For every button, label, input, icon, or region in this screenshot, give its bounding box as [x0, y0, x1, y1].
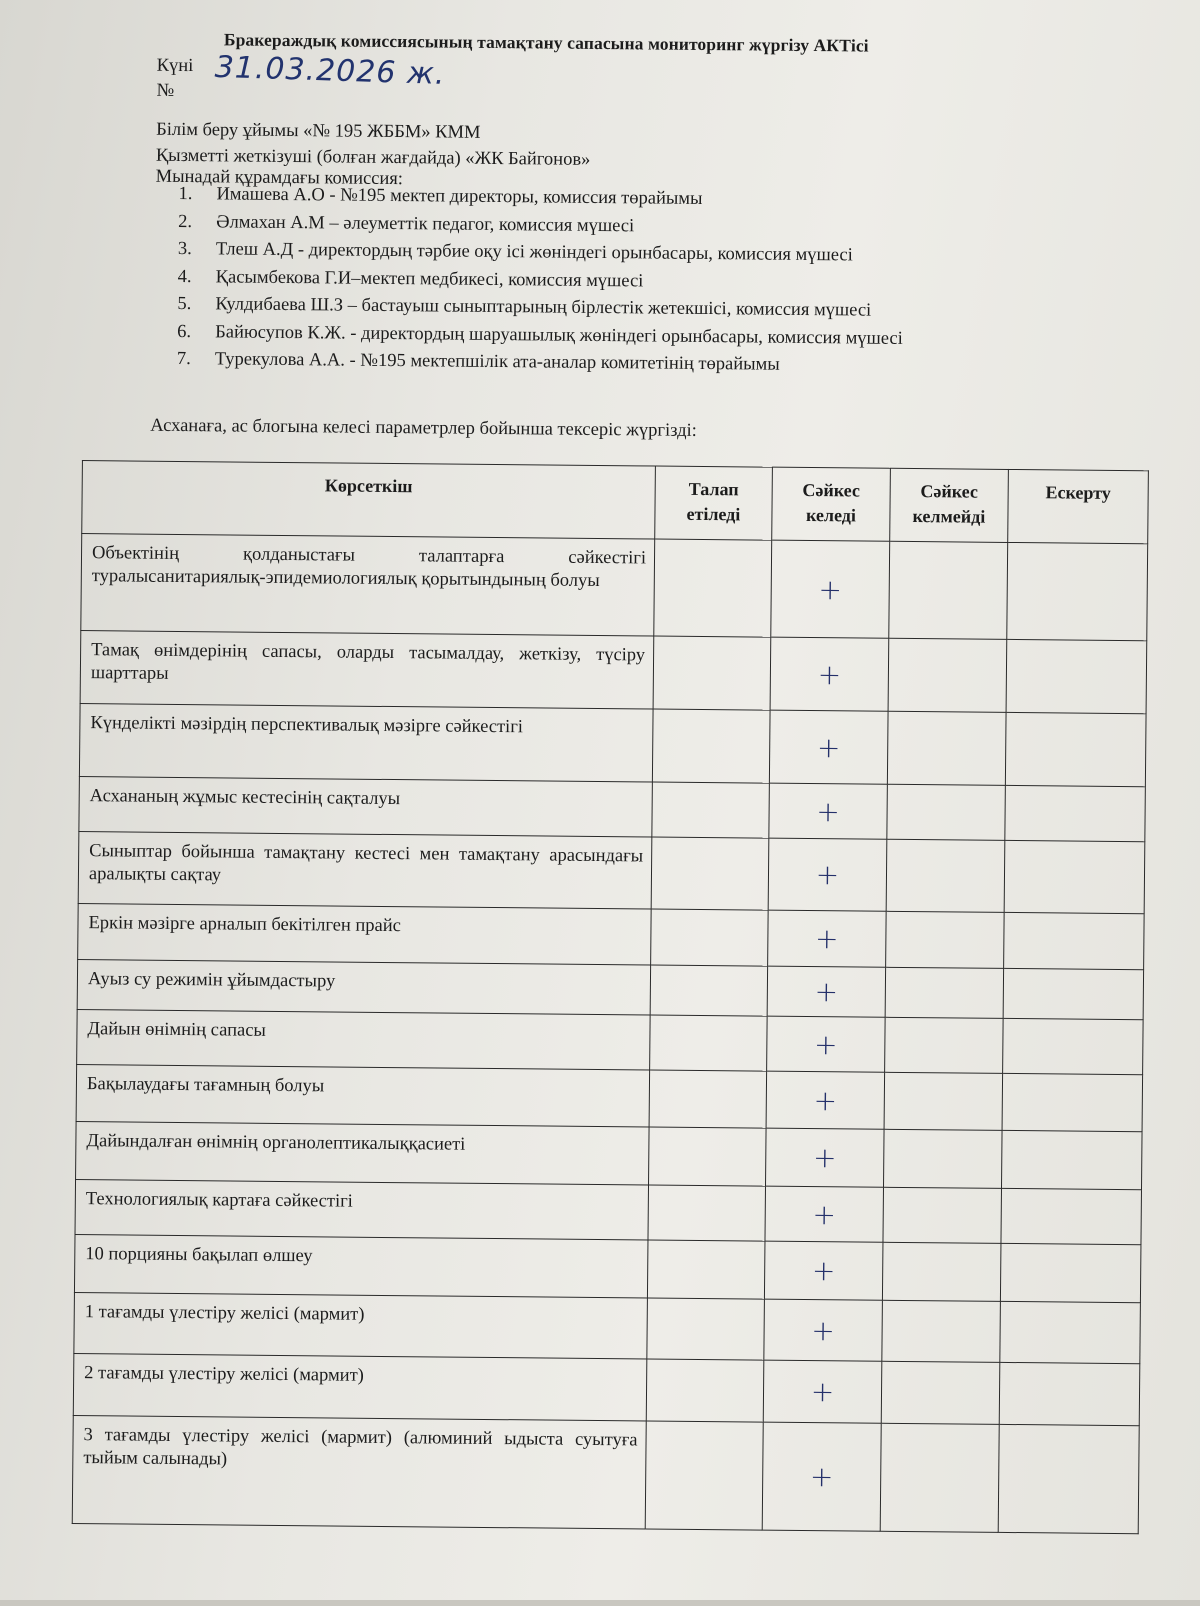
- list-item: 1. Имашева А.О - №195 мектеп директоры, комиссия төрайымы: [178, 183, 703, 209]
- complies-mark: +: [768, 910, 887, 967]
- required-cell: [651, 837, 769, 910]
- complies-mark: +: [764, 1241, 883, 1300]
- required-cell: [646, 1359, 764, 1422]
- indicator-cell: Асхананың жұмыс кестесінің сақталуы: [79, 777, 653, 837]
- table-row: [76, 1122, 1143, 1190]
- complies-mark: +: [762, 1422, 881, 1531]
- table-header-row: [82, 461, 1149, 544]
- list-item: 2. Әлмахан А.М – әлеуметтік педагог, комиссия мүшесі: [178, 211, 635, 236]
- noncomplies-cell: [887, 711, 1006, 785]
- list-item: 7. Турекулова А.А. - №195 мектепшілік ата-аналар комитетінің төрайымы: [176, 348, 780, 375]
- complies-mark: +: [766, 1128, 885, 1187]
- note-cell: [998, 1424, 1139, 1533]
- table-row: [76, 1065, 1142, 1132]
- header-noncomplies: Сәйкес келмейді: [890, 468, 1009, 542]
- required-cell: [645, 1421, 763, 1530]
- table-row: [73, 1354, 1140, 1426]
- required-cell: [648, 1185, 766, 1241]
- table-row: [74, 1293, 1141, 1364]
- table-row: [78, 904, 1144, 970]
- table-row: [77, 1010, 1143, 1075]
- required-cell: [652, 709, 770, 783]
- document-title: Бракераждық комиссиясының тамақтану сапасына мониторинг жүргізу АКТісі: [223, 29, 869, 56]
- required-cell: [650, 965, 767, 1016]
- noncomplies-cell: [885, 967, 1003, 1018]
- note-cell: [1004, 840, 1145, 913]
- header-required: Талап етіледі: [655, 466, 773, 540]
- note-cell: [1004, 912, 1145, 969]
- complies-mark: +: [766, 1071, 885, 1129]
- note-cell: [1002, 1073, 1143, 1131]
- complies-mark: +: [769, 710, 888, 784]
- date-label: Күні: [156, 55, 194, 77]
- indicator-cell: Дайындалған өнімнің органолептикалыққасиеті: [76, 1122, 650, 1185]
- indicator-cell: 10 порцияны бақылап өлшеу: [74, 1235, 648, 1298]
- indicator-cell: Ауыз су режимін ұйымдастыру: [77, 960, 650, 1015]
- noncomplies-cell: [885, 1017, 1004, 1073]
- required-cell: [647, 1240, 765, 1299]
- noncomplies-cell: [882, 1242, 1001, 1301]
- noncomplies-cell: [884, 1129, 1003, 1188]
- organization-line: Білім беру ұйымы «№ 195 ЖББМ» КММ: [156, 119, 481, 143]
- supplier-line: Қызметті жеткізуші (болған жағдайда) «ЖК Байгонов»: [155, 145, 591, 170]
- complies-mark: +: [765, 1186, 884, 1242]
- note-cell: [1007, 542, 1148, 640]
- complies-mark: +: [771, 540, 890, 638]
- required-cell: [649, 1127, 767, 1186]
- noncomplies-cell: [888, 638, 1007, 712]
- noncomplies-cell: [880, 1423, 999, 1532]
- inspection-table: [72, 460, 1149, 1534]
- noncomplies-cell: [889, 541, 1008, 639]
- table-row: [78, 832, 1145, 914]
- indicator-cell: 1 тағамды үлестіру желісі (мармит): [74, 1293, 648, 1359]
- list-item: 4. Қасымбекова Г.И–мектеп медбикесі, комиссия мүшесі: [177, 266, 644, 291]
- table-row: [81, 534, 1148, 641]
- complies-mark: +: [764, 1299, 883, 1361]
- table-row: [80, 631, 1147, 714]
- complies-mark: +: [767, 1016, 886, 1072]
- list-item: 3. Тлеш А.Д - директордың тәрбие оқу ісі жөніндегі орынбасары, комиссия мүшесі: [177, 238, 853, 266]
- indicator-cell: 2 тағамды үлестіру желісі (мармит): [73, 1354, 647, 1421]
- required-cell: [652, 782, 770, 838]
- noncomplies-cell: [887, 784, 1006, 840]
- number-label: №: [156, 80, 175, 101]
- table-row: [79, 704, 1146, 787]
- indicator-cell: Объектінің қолданыстағы талаптарға сәйкестігі туралысанитариялық-эпидемиологиялық қорытындының болуы: [81, 534, 655, 636]
- note-cell: [1000, 1301, 1141, 1363]
- note-cell: [1003, 1018, 1144, 1074]
- indicator-cell: Бақылаудағы тағамның болуы: [76, 1065, 650, 1127]
- required-cell: [647, 1298, 765, 1360]
- note-cell: [999, 1362, 1140, 1425]
- table-row: [72, 1416, 1139, 1534]
- header-indicator: Көрсеткіш: [82, 461, 656, 539]
- header-note: Ескерту: [1008, 469, 1149, 543]
- required-cell: [651, 909, 769, 966]
- complies-mark: +: [768, 838, 887, 911]
- complies-mark: +: [763, 1360, 882, 1423]
- indicator-cell: Технологиялық картаға сәйкестігі: [75, 1180, 649, 1240]
- noncomplies-cell: [881, 1361, 1000, 1424]
- indicator-cell: Еркін мәзірге арналып бекітілген прайс: [78, 904, 652, 965]
- note-cell: [1003, 968, 1143, 1019]
- required-cell: [650, 1015, 768, 1071]
- noncomplies-cell: [886, 911, 1005, 968]
- noncomplies-cell: [884, 1072, 1003, 1130]
- indicator-cell: Күнделікті мәзірдің перспективалық мәзірге сәйкестігі: [79, 704, 653, 782]
- required-cell: [649, 1070, 767, 1128]
- list-item: 5. Кулдибаева Ш.З – бастауыш сыныптарының бірлестік жетекшісі, комиссия мүшесі: [177, 293, 872, 321]
- note-cell: [1001, 1130, 1142, 1189]
- handwritten-date: 31.03.2026 ж.: [214, 49, 447, 92]
- commission-intro: Мынадай құрамдағы комиссия:: [155, 166, 404, 190]
- required-cell: [654, 539, 772, 637]
- table-row: [79, 777, 1145, 842]
- noncomplies-cell: [883, 1187, 1002, 1243]
- indicator-cell: Сыныптар бойынша тамақтану кестесі мен тамақтану арасындағы аралықты сақтау: [78, 832, 652, 909]
- list-item: 6. Байюсупов К.Ж. - директордың шаруашылық жөніндегі орынбасары, комиссия мүшесі: [177, 321, 903, 349]
- inspection-intro: Асханаға, ас блогына келесі параметрлер бойынша тексеріс жүргізді:: [150, 415, 697, 441]
- complies-mark: +: [770, 637, 889, 711]
- indicator-cell: 3 тағамды үлестіру желісі (мармит) (алюминий ыдыста суытуға тыйым салынады): [72, 1416, 646, 1529]
- note-cell: [1006, 639, 1147, 713]
- table-row: [74, 1235, 1141, 1303]
- note-cell: [1005, 785, 1146, 841]
- complies-mark: +: [767, 966, 885, 1017]
- table-row: [75, 1180, 1141, 1245]
- indicator-cell: Дайын өнімнің сапасы: [77, 1010, 651, 1070]
- commission-member-list: [177, 184, 905, 383]
- note-cell: [1000, 1243, 1141, 1302]
- complies-mark: +: [769, 783, 888, 839]
- note-cell: [1001, 1188, 1142, 1244]
- noncomplies-cell: [882, 1300, 1001, 1362]
- indicator-cell: Тамақ өнімдерінің сапасы, оларды тасымалдау, жеткізу, түсіру шарттары: [80, 631, 654, 709]
- note-cell: [1005, 712, 1146, 786]
- required-cell: [653, 636, 771, 710]
- noncomplies-cell: [886, 839, 1005, 912]
- header-complies: Сәйкес келеді: [772, 467, 891, 541]
